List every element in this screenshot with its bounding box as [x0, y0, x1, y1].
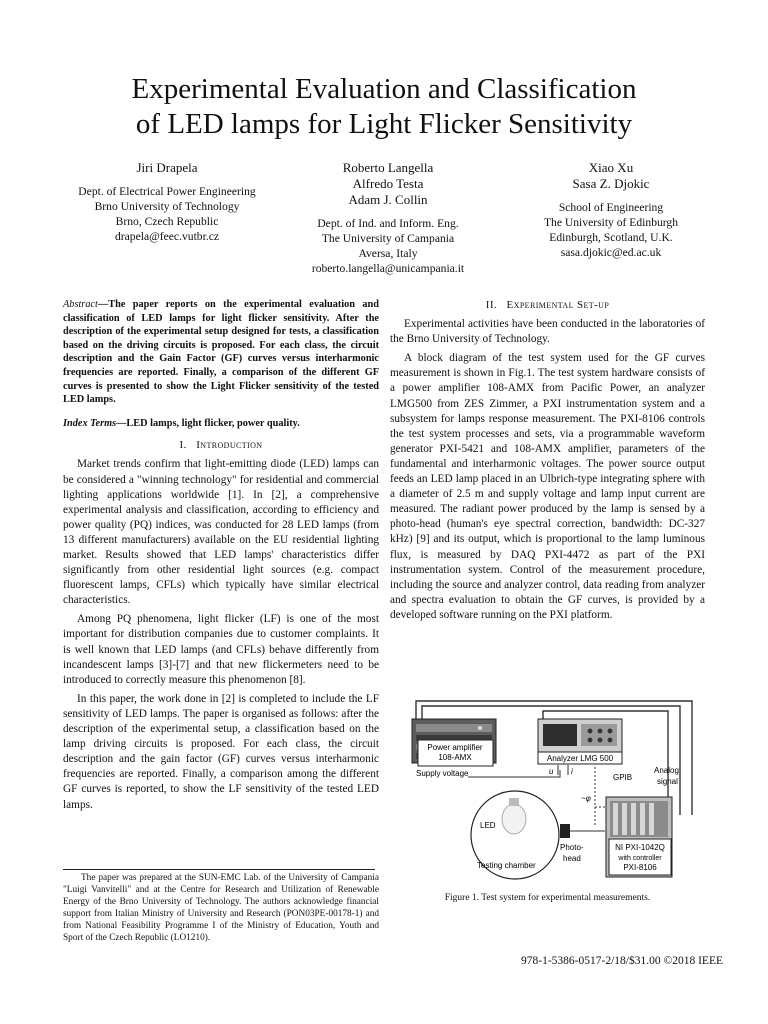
- section-title: Introduction: [196, 439, 263, 452]
- author-affiliation: [283, 216, 493, 276]
- power-amp-label-1: Power amplifier: [427, 743, 483, 752]
- affiliation-line: School of Engineering: [558, 201, 664, 214]
- author-block-2: [283, 160, 493, 276]
- test-system-diagram: [410, 697, 710, 882]
- author-names: [283, 160, 493, 208]
- intro-paragraph-2: Among PQ phenomena, light flicker (LF) is one of the most important for distribution companies due to customer complaints. It is well known that LED lamps (and CFLs) behave differently from incandescent lamps [3]-[7] and that new flickermeters need to be introduced to correctly measure this phenomenon [8].: [63, 613, 379, 686]
- pxi-label-3: PXI-8106: [623, 863, 657, 872]
- section-heading-introduction: [63, 438, 379, 453]
- index-terms-text: —LED lamps, light flicker, power quality.: [116, 417, 300, 429]
- title-line-1: Experimental Evaluation and Classification: [131, 73, 637, 105]
- section-number: II.: [485, 299, 498, 311]
- copyright-notice: 978-1-5386-0517-2/18/$31.00 ©2018 IEEE: [521, 955, 723, 967]
- u-label: u: [549, 767, 554, 776]
- author-names: [62, 160, 272, 176]
- author-name: Alfredo Testa: [352, 176, 424, 191]
- left-column: [63, 298, 379, 817]
- supply-line: [468, 770, 560, 777]
- affiliation-line: Dept. of Electrical Power Engineering: [78, 185, 256, 198]
- led-label: LED: [480, 821, 496, 830]
- supply-voltage-label: Supply voltage: [416, 769, 469, 778]
- analog-signal-label-1: Analog: [654, 766, 679, 775]
- pxi-label-1: NI PXI-1042Q: [615, 843, 665, 852]
- footnote-divider: [63, 869, 375, 870]
- affiliation-line: The University of Campania: [321, 232, 455, 245]
- testing-chamber-label: Testing chamber: [477, 861, 536, 870]
- author-name: Jiri Drapela: [136, 160, 198, 175]
- affiliation-line: Edinburgh, Scotland, U.K.: [549, 231, 673, 244]
- photo-head-label-2: head: [563, 854, 581, 863]
- analyzer-device: [538, 719, 622, 755]
- section-title: Experimental Set-up: [506, 299, 610, 311]
- power-amp-label-2: 108-AMX: [438, 753, 472, 762]
- setup-paragraph-1: Experimental activities have been conducted in the laboratories of the Brno University of Technology.: [390, 318, 705, 346]
- affiliation-line: The University of Edinburgh: [543, 216, 679, 229]
- section-heading-setup: [390, 298, 705, 313]
- photo-head-sensor: [560, 824, 605, 838]
- author-email: drapela@feec.vutbr.cz: [114, 230, 219, 243]
- affiliation-line: Brno University of Technology: [94, 200, 240, 213]
- gpib-label: GPIB: [613, 773, 633, 782]
- right-column: [390, 298, 705, 627]
- intro-paragraph-1: Market trends confirm that light-emitting diode (LED) lamps can be considered a "winning technology" for residential and commercial lighting applications worldwide [1]. In [2], a comprehensive experimental analysis and classification, according to efficiency and power quality (PQ) indices, was conducted for 28 LED lamps (from 13 different manufacturers) available on the EU residential lighting market. Results showed that LED lamps' characteristics differ significantly from other residential light sources (e.g. compact fluorescent lamps, CFLs) which typically have similar electrical characteristics.: [63, 458, 379, 607]
- author-name: Adam J. Collin: [348, 192, 428, 207]
- pxi-label-2: with controller: [618, 855, 662, 862]
- abstract-text: —The paper reports on the experimental evaluation and classification of LED lamps for light flicker sensitivity. After the description of the experimental setup designed for tests, a classification based on the driving circuits is proposed. For each class, the circuit description and the Gain Factor (GF) curves versus interharmonic frequencies are reported. Finally, a comparison of the different GF curves is presented to show the Light Flicker sensitivity of the tested LED lamps.: [63, 299, 379, 406]
- abstract-label: Abstract: [63, 299, 98, 310]
- footnote: The paper was prepared at the SUN-EMC Lab. of the University of Campania "Luigi Vanvitelli" and at the Centre for Research and Utilization of Renewable Energy of the Brno University of Technology. The authors acknowledge financial support from Italian Ministry of University and Research (PON03PE-00178-1) and from National Feasibility Programme I of the Ministry of Education, Youth and Sport of the Czech Republic (LO1210).: [63, 873, 379, 944]
- index-terms: [63, 417, 379, 431]
- figure-caption: Figure 1. Test system for experimental measurements.: [444, 893, 651, 903]
- section-number: I.: [179, 439, 187, 452]
- author-name: Sasa Z. Djokic: [572, 176, 650, 191]
- author-name: Xiao Xu: [588, 160, 634, 175]
- author-email: roberto.langella@unicampania.it: [311, 262, 465, 275]
- index-terms-label: Index Terms: [63, 417, 117, 429]
- figure-1: [410, 697, 710, 882]
- phi-label: ~φ: [581, 794, 591, 803]
- abstract: [63, 298, 379, 407]
- analog-signal-label-2: signal: [657, 777, 678, 786]
- author-names: [506, 160, 716, 192]
- i-label: i: [571, 767, 573, 776]
- author-name: Roberto Langella: [342, 160, 434, 175]
- paper-title: [60, 72, 708, 142]
- photo-head-label-1: Photo-: [560, 843, 584, 852]
- author-affiliation: [506, 200, 716, 260]
- author-block-1: [62, 160, 272, 244]
- author-email: sasa.djokic@ed.ac.uk: [560, 246, 662, 259]
- analyzer-label: Analyzer LMG 500: [546, 754, 614, 763]
- author-block-3: [506, 160, 716, 260]
- affiliation-line: Dept. of Ind. and Inform. Eng.: [317, 217, 459, 230]
- intro-paragraph-3: In this paper, the work done in [2] is completed to include the LF sensitivity of LED lamps. The paper is organised as follows: after the description of the experimental setup, a classification based on the lamp driving circuits is proposed. For each class, the circuit description and the gain factor (GF) curves versus interharmonic frequencies are reported. Finally, a comparison among the different GF curves is reported, to show the LF sensitivity of the tested LED lamps.: [63, 692, 379, 811]
- author-affiliation: [62, 184, 272, 244]
- affiliation-line: Aversa, Italy: [358, 247, 418, 260]
- affiliation-line: Brno, Czech Republic: [115, 215, 219, 228]
- setup-paragraph-2: A block diagram of the test system used for the GF curves measurement is shown in Fig.1. The test system hardware consists of a power amplifier 108-AMX from Pacific Power, an analyzer LMG500 from ZES Zimmer, a PXI instrumentation system and a subsystem for lamps response measurement. The PXI-8106 controls the test system processes and sets, via a programmable waveform generator PXI-5421 and 108-AMX amplifier, parameters of the fundamental and interharmonic voltages. The power source output feeds an LED lamp placed in an Ulbrich-type integrating sphere with a diameter of 2.5 m and supply voltage and lamp input current are measured. The radiant power produced by the lamp is sensed by a photo-head (human's eye spectral correction, bandwidth: DC-327 kHz) [9] and its output, which is proportional to the lamp luminous flux, is measured by DAQ PXI-4472 as part of the PXI instrumentation system. Control of the measurement procedure, including the source and analyzer control, data reading from analyzer and spectra evaluation to obtain the GF curves, is provided by a developed software running on the PXI platform.: [390, 352, 705, 621]
- title-line-2: of LED lamps for Light Flicker Sensitivity: [135, 108, 633, 140]
